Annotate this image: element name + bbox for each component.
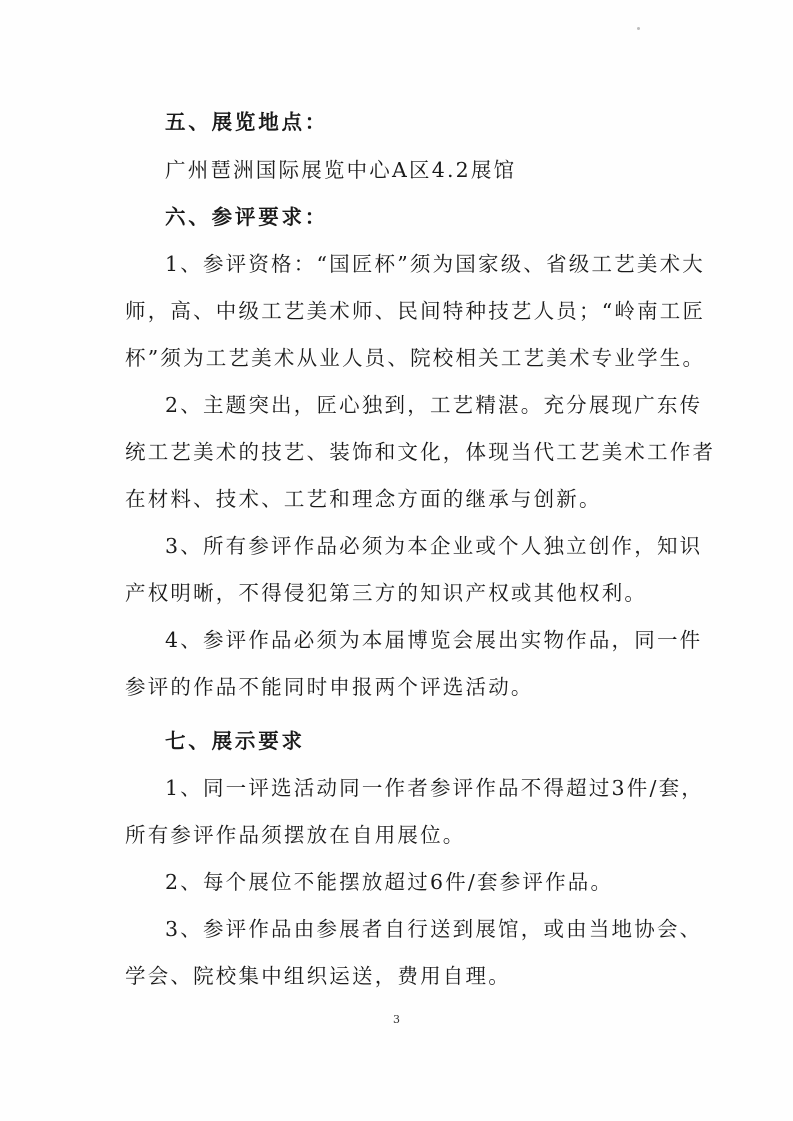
display-2-line-1: 2、每个展位不能摆放超过6件/套参评作品。 xyxy=(165,870,614,894)
display-3-line-2: 学会、院校集中组织运送，费用自理。 xyxy=(125,964,511,988)
requirement-4-line-2: 参评的作品不能同时申报两个评选活动。 xyxy=(125,675,534,699)
requirement-1-line-1: 1、参评资格：“国匠杯”须为国家级、省级工艺美术大 xyxy=(165,252,706,276)
requirement-2-line-2: 统工艺美术的技艺、装饰和文化，体现当代工艺美术工作者 xyxy=(125,440,716,464)
display-1-line-1: 1、同一评选活动同一作者参评作品不得超过3件/套， xyxy=(165,776,704,800)
display-3-line-1: 3、参评作品由参展者自行送到展馆，或由当地协会、 xyxy=(165,917,703,941)
page-number: 3 xyxy=(393,1013,400,1026)
section-heading-venue: 五、展览地点： xyxy=(165,110,329,134)
requirement-4-line-1: 4、参评作品必须为本届博览会展出实物作品，同一件 xyxy=(165,628,703,652)
requirement-1-line-2: 师，高、中级工艺美术师、民间特种技艺人员；“岭南工匠 xyxy=(125,299,706,323)
section-heading-requirements: 六、参评要求： xyxy=(165,205,329,229)
display-1-line-2: 所有参评作品须摆放在自用展位。 xyxy=(125,823,466,847)
section-heading-display: 七、展示要求 xyxy=(165,729,305,753)
requirement-3-line-2: 产权明晰，不得侵犯第三方的知识产权或其他权利。 xyxy=(125,581,648,605)
requirement-1-line-3: 杯”须为工艺美术从业人员、院校相关工艺美术专业学生。 xyxy=(125,346,706,370)
requirement-2-line-1: 2、主题突出，匠心独到，工艺精湛。充分展现广东传 xyxy=(165,393,703,417)
requirement-2-line-3: 在材料、技术、工艺和理念方面的继承与创新。 xyxy=(125,487,602,511)
scan-speck xyxy=(637,27,640,30)
venue-text: 广州琶洲国际展览中心A区4.2展馆 xyxy=(165,158,517,182)
requirement-3-line-1: 3、所有参评作品必须为本企业或个人独立创作，知识 xyxy=(165,534,703,558)
